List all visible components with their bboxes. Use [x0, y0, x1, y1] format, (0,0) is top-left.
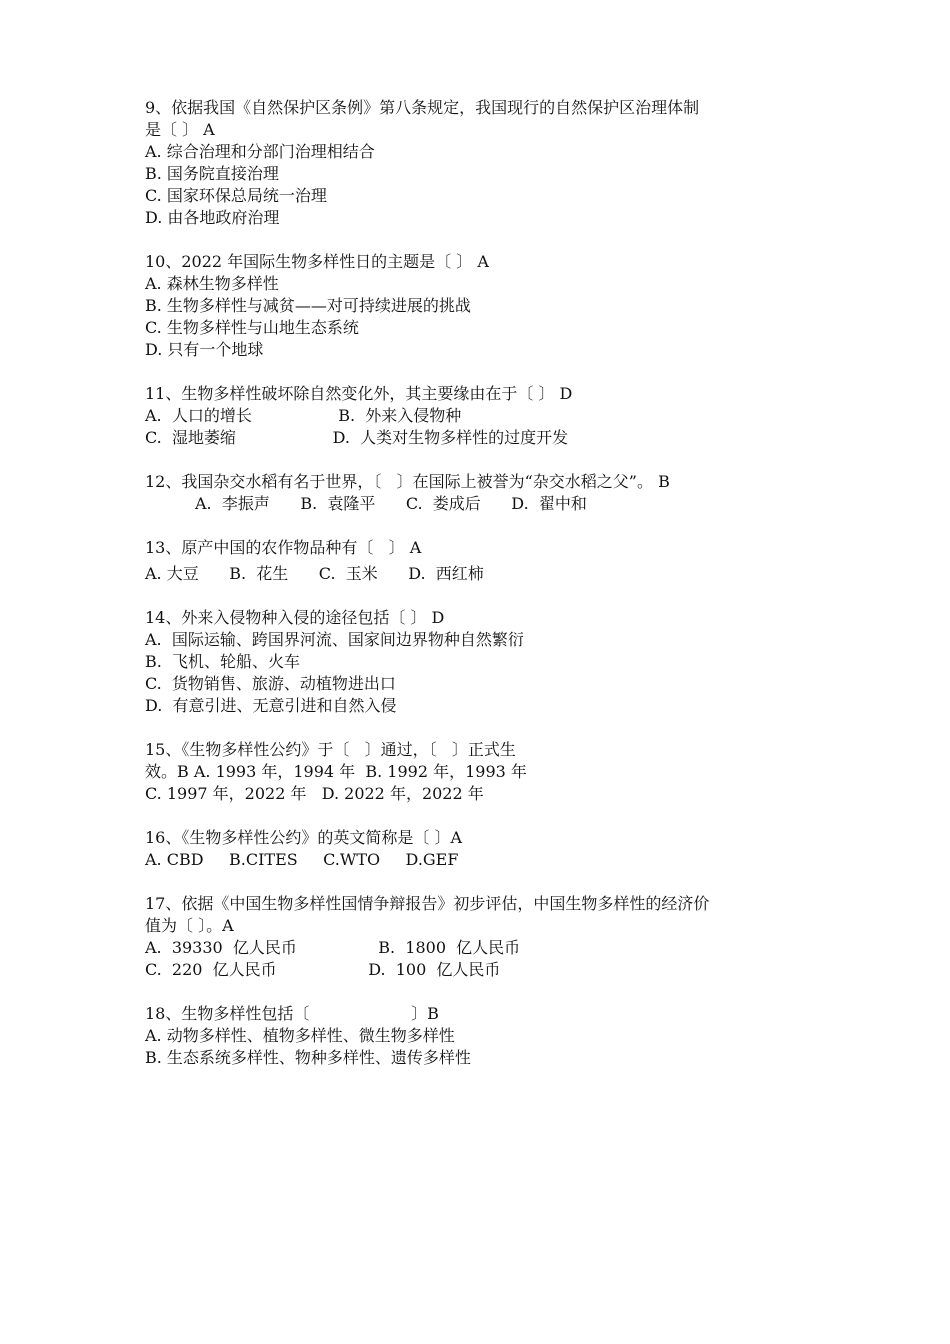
question-stem: 9、依据我国《自然保护区条例》第八条规定，我国现行的自然保护区治理体制	[145, 98, 700, 117]
question-stem: 15、《生物多样性公约》于〔 〕通过，〔 〕正式生	[145, 740, 516, 759]
question-stem: 12、我国杂交水稻有名于世界，〔 〕在国际上被誉为“杂交水稻之父”。 B	[145, 472, 670, 491]
question-stem: 11、生物多样性破坏除自然变化外，其主要缘由在于〔 〕 D	[145, 384, 573, 403]
question-11	[145, 383, 815, 449]
question-14	[145, 607, 815, 717]
question-stem: 13、原产中国的农作物品种有〔 〕 A	[145, 538, 422, 557]
option-line: C. 1997 年，2022 年 D. 2022 年，2022 年	[145, 784, 484, 803]
option-line: B. 国务院直接治理	[145, 164, 279, 183]
option-line: C. 生物多样性与山地生态系统	[145, 318, 359, 337]
question-9	[145, 97, 815, 229]
question-stem: 18、生物多样性包括〔 〕B	[145, 1004, 439, 1023]
option-line: A. 综合治理和分部门治理相结合	[145, 142, 375, 161]
question-stem: 16、《生物多样性公约》的英文简称是〔 〕A	[145, 828, 463, 847]
option-line: B. 生态系统多样性、物种多样性、遗传多样性	[145, 1048, 471, 1067]
option-line: D. 只有一个地球	[145, 340, 264, 359]
question-list	[145, 97, 815, 1091]
question-stem-cont: 值为〔 〕。A	[145, 916, 234, 935]
option-line: A. 李振声 B. 袁隆平 C. 娄成后 D. 翟中和	[195, 494, 587, 513]
option-line: C. 湿地萎缩 D. 人类对生物多样性的过度开发	[145, 428, 569, 447]
question-12	[145, 471, 815, 515]
question-17	[145, 893, 815, 981]
question-stem: 10、2022 年国际生物多样性日的主题是〔 〕 A	[145, 252, 489, 271]
option-line: A. 森林生物多样性	[145, 274, 279, 293]
option-line: A. 动物多样性、植物多样性、微生物多样性	[145, 1026, 455, 1045]
question-15	[145, 739, 815, 805]
option-line: D. 有意引进、无意引进和自然入侵	[145, 696, 397, 715]
option-line: A. 39330 亿人民币 B. 1800 亿人民币	[145, 938, 521, 957]
option-line: A. 人口的增长 B. 外来入侵物种	[145, 406, 462, 425]
option-line: C. 货物销售、旅游、动植物进出口	[145, 674, 396, 693]
option-line: C. 国家环保总局统一治理	[145, 186, 327, 205]
option-line: A. 国际运输、跨国界河流、国家间边界物种自然繁衍	[145, 630, 524, 649]
option-line: B. 飞机、轮船、火车	[145, 652, 301, 671]
question-stem-cont: 效。B A. 1993 年，1994 年 B. 1992 年，1993 年	[145, 762, 527, 781]
option-line: D. 由各地政府治理	[145, 208, 280, 227]
question-18	[145, 1003, 815, 1069]
option-line: A. CBD B.CITES C.WTO D.GEF	[145, 850, 459, 869]
question-10	[145, 251, 815, 361]
question-stem: 17、依据《中国生物多样性国情争辩报告》初步评估，中国生物多样性的经济价	[145, 894, 710, 913]
question-16	[145, 827, 815, 871]
question-13	[145, 537, 815, 585]
question-stem: 14、外来入侵物种入侵的途径包括〔 〕 D	[145, 608, 445, 627]
option-line: C. 220 亿人民币 D. 100 亿人民币	[145, 960, 501, 979]
option-line: A. 大豆 B. 花生 C. 玉米 D. 西红柿	[145, 564, 484, 583]
question-stem-cont: 是〔 〕 A	[145, 120, 215, 139]
option-line: B. 生物多样性与减贫——对可持续进展的挑战	[145, 296, 471, 315]
